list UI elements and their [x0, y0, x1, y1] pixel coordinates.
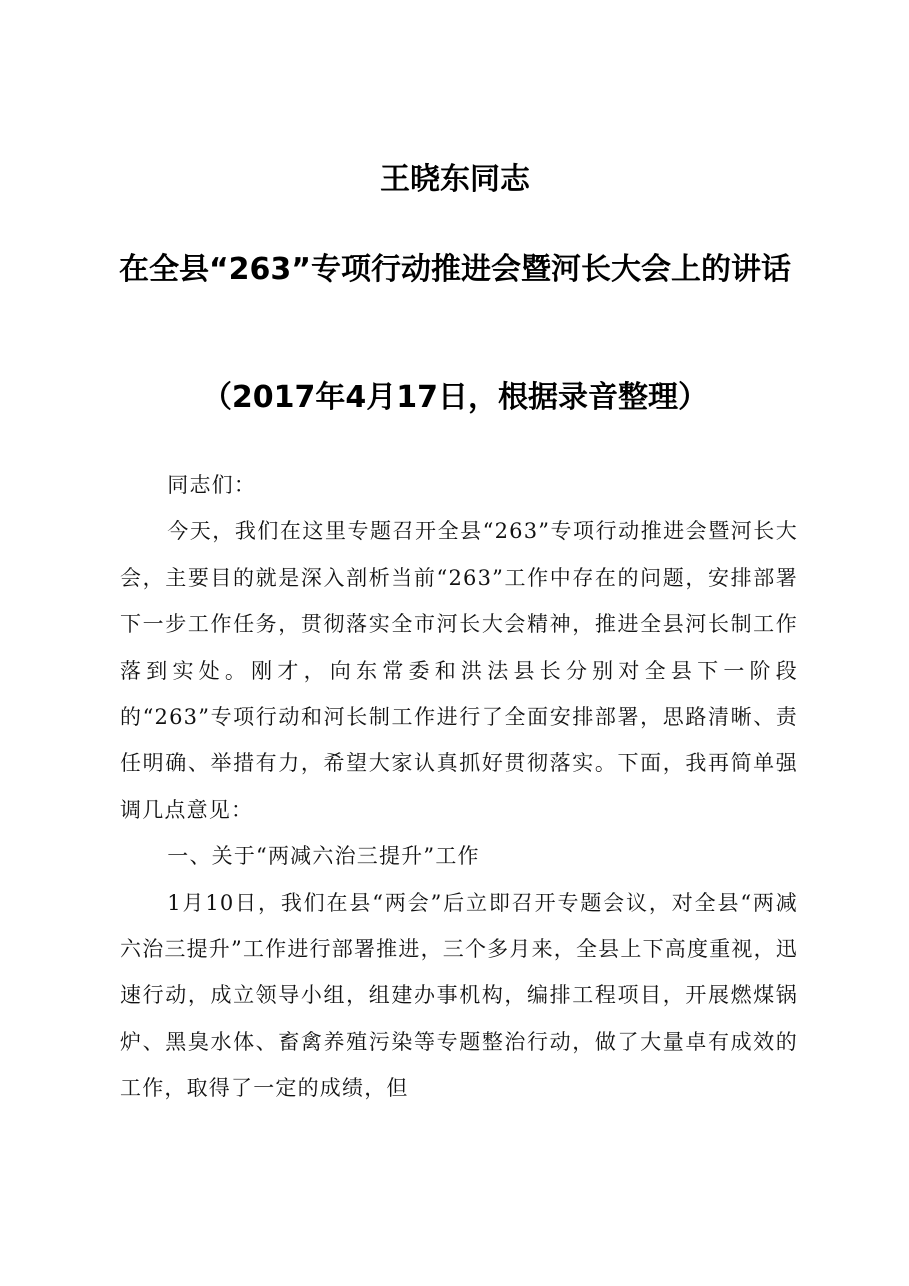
speech-date-note: （2017年4月17日，根据录音整理） — [201, 380, 709, 415]
section-paragraph: 1月10日，我们在县“两会”后立即召开专题会议，对全县“两减六治三提升”工作进行部署推进，三个多月来，全县上下高度重视，迅速行动，成立领导小组，组建办事机构，编排工程项目，开展燃煤锅炉、黑臭水体、畜禽养殖污染等专题整治行动，做了大量卓有成效的工作，取得了一定的成绩，但 — [120, 890, 798, 1101]
speech-body — [120, 462, 798, 1112]
speech-title: 在全县“263”专项行动推进会暨河长大会上的讲话 — [118, 252, 792, 287]
salutation-paragraph: 同志们： — [167, 473, 257, 497]
section-heading: 一、关于“两减六治三提升”工作 — [167, 844, 480, 869]
intro-paragraph: 今天，我们在这里专题召开全县“263”专项行动推进会暨河长大会，主要目的就是深入剖析当前“263”工作中存在的问题，安排部署下一步工作任务，贯彻落实全市河长大会精神，推进全县河长制工作落到实处。刚才，向东常委和洪法县长分别对全县下一阶段的“263”专项行动和河长制工作进行了全面安排部署，思路清晰、责任明确、举措有力，希望大家认真抓好贯彻落实。下面，我再简单强调几点意见： — [120, 519, 798, 822]
speech-author: 王晓东同志 — [380, 162, 530, 197]
